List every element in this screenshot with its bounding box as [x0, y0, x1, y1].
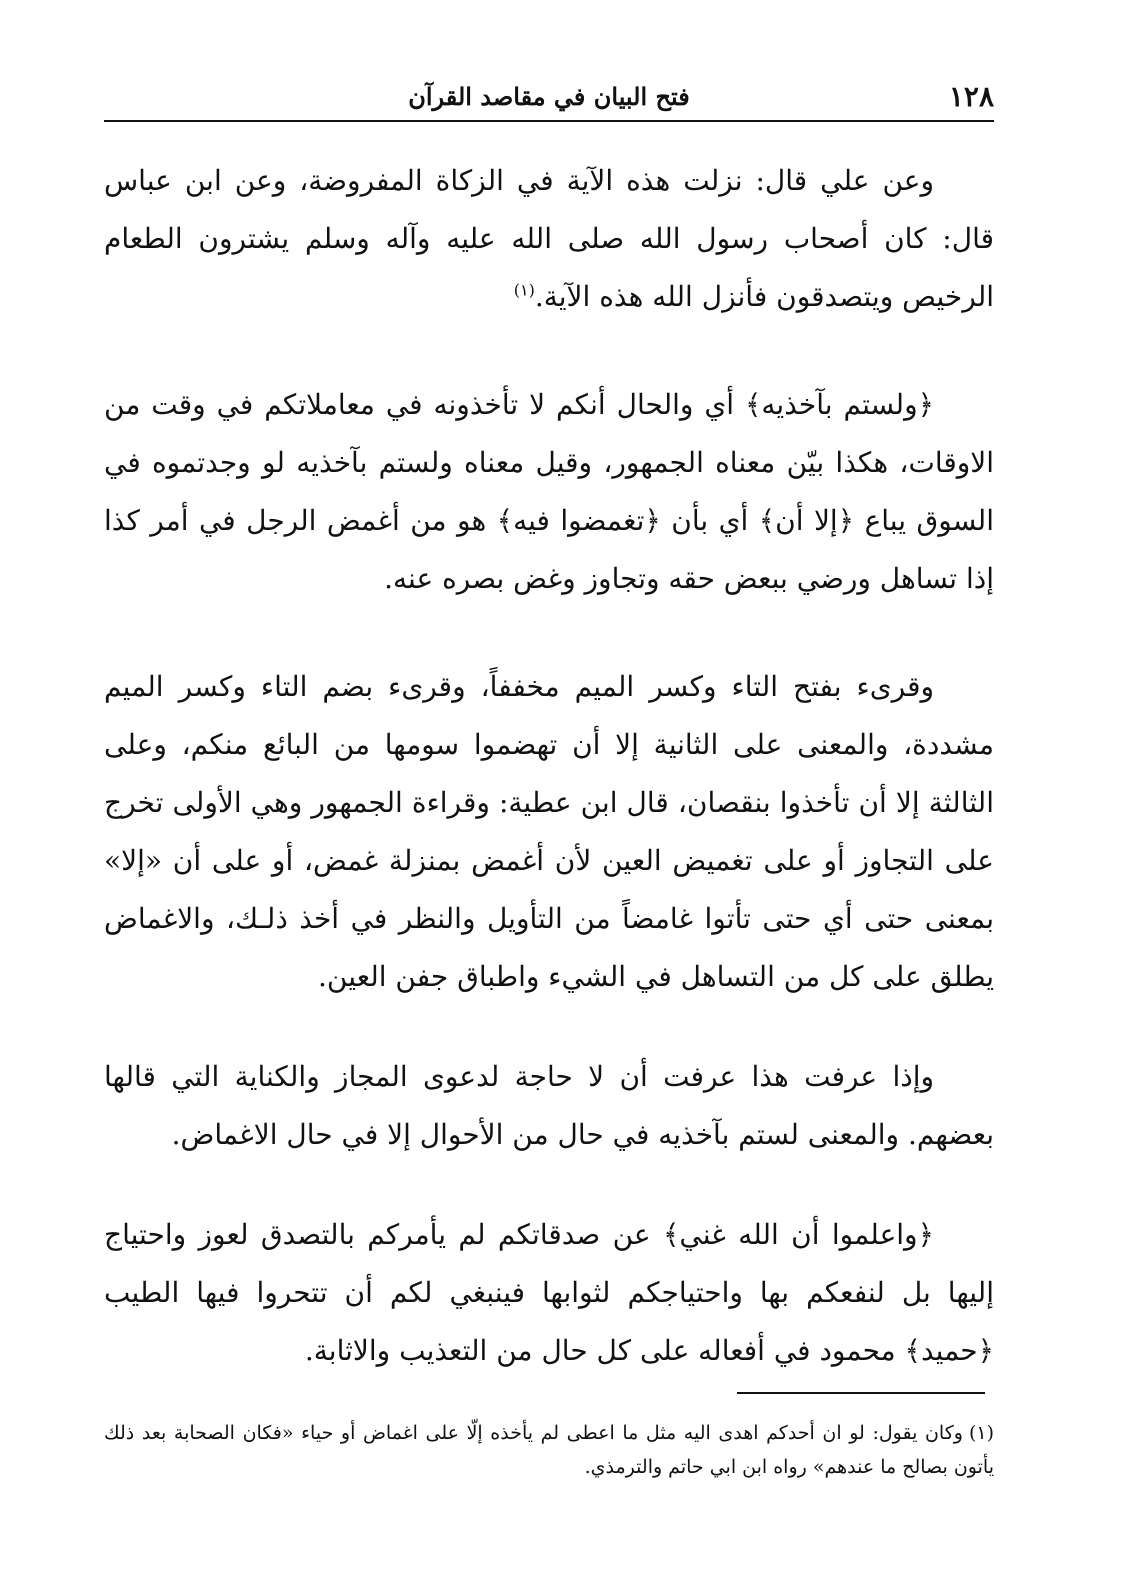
footnote-reference: (١)	[513, 280, 535, 300]
paragraph: ﴿ولستم بآخذيه﴾ أي والحال أنكم لا تأخذونه في معاملاتكم في وقت من الاوقات، هكذا بيّن معناه الجمهور، وقيل معناه ولستم بآخذيه لو وجدتموه في السوق يباع ﴿إلا أن﴾ أي بأن ﴿تغمضوا فيه﴾ هو من أغمض الرجل في أمر كذا إذا تساهل ورضي ببعض حقه وتجاوز وغض بصره عنه.	[104, 388, 994, 595]
page-number: ١٢٨	[948, 80, 994, 113]
footnote-marker: (١)	[968, 1422, 994, 1444]
footnote-divider	[737, 1392, 985, 1394]
footnote-text: وكان يقول: لو ان أحدكم اهدى اليه مثل ما اعطى لم يأخذه إلّا على اغماض أو حياء «فكان الصحابة بعد ذلك يأتون بصالح ما عندهم» رواه ابن ابي حاتم والترمذي.	[104, 1422, 994, 1478]
paragraph-text: وعن علي قال: نزلت هذه الآية في الزكاة المفروضة، وعن ابن عباس قال: كان أصحاب رسول الله صلى الله عليه وآله وسلم يشترون الطعام الرخيص ويتصدقون فأنزل الله هذه الآية.	[104, 164, 994, 313]
main-text	[104, 152, 994, 1380]
footnote	[104, 1416, 994, 1484]
footnotes	[104, 1416, 994, 1484]
paragraph: وقرىء بفتح التاء وكسر الميم مخففاً، وقرىء بضم التاء وكسر الميم مشددة، والمعنى على الثانية إلا أن تهضموا سومها من البائع منكم، وعلى الثالثة إلا أن تأخذوا بنقصان، قال ابن عطية: وقراءة الجمهور وهي الأولى تخرج على التجاوز أو على تغميض العين لأن أغمض بمنزلة غمض، أو على أن «إلا» بمعنى حتى أي حتى تأتوا غامضاً من التأويل والنظر في أخذ ذلـك، والاغماض يطلق على كل من التساهل في الشيء واطباق جفن العين.	[104, 670, 994, 993]
paragraph: ﴿واعلموا أن الله غني﴾ عن صدقاتكم لم يأمركم بالتصدق لعوز واحتياج إليها بل لنفعكم بها واحتياجكم لثوابها فينبغي لكم أن تتحروا فيها الطيب ﴿حميد﴾ محمود في أفعاله على كل حال من التعذيب والاثابة.	[104, 1218, 994, 1367]
paragraph	[104, 152, 994, 326]
running-title: فتح البيان في مقاصد القرآن	[408, 82, 690, 111]
page-header	[104, 76, 994, 122]
paragraph: وإذا عرفت هذا عرفت أن لا حاجة لدعوى المجاز والكناية التي قالها بعضهم. والمعنى لستم بآخذيه في حال من الأحوال إلا في حال الاغماض.	[104, 1060, 994, 1151]
